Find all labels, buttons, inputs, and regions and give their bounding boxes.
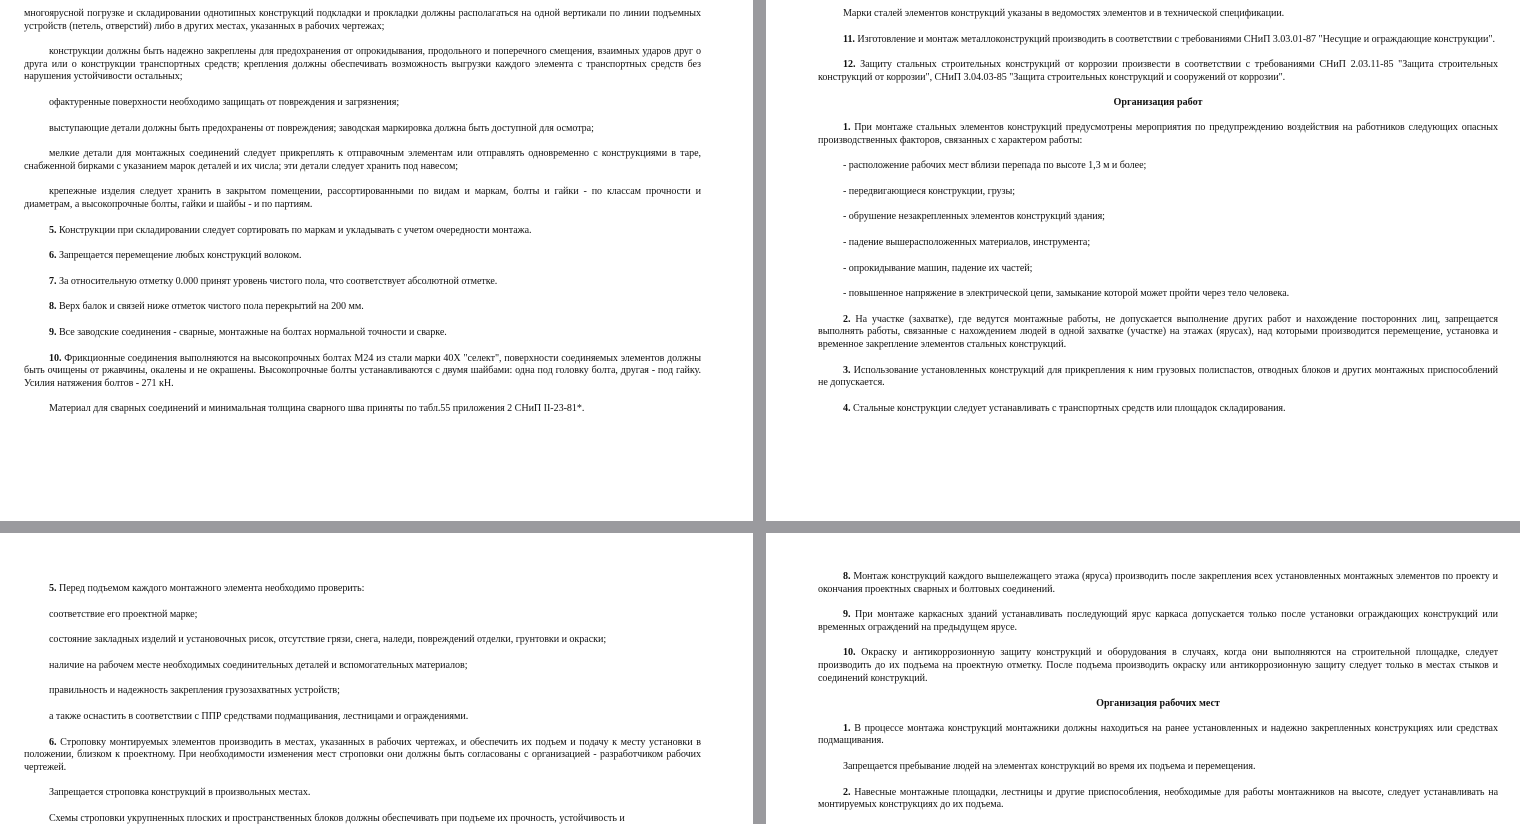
numbered-paragraph <box>24 737 701 775</box>
paragraph-text: Схемы строповки укрупненных плоских и пространственных блоков должны обеспечивать при подъеме их прочность, устойчивость и <box>49 812 625 824</box>
numbered-paragraph <box>24 301 701 314</box>
numbered-paragraph <box>818 723 1498 748</box>
paragraph <box>24 186 701 211</box>
paragraph-number: 9. <box>49 326 57 338</box>
document-page-top-right <box>766 0 1520 521</box>
numbered-paragraph <box>24 225 701 238</box>
paragraph-number: 9. <box>843 609 851 621</box>
paragraph <box>818 237 1498 250</box>
numbered-paragraph <box>24 583 701 596</box>
paragraph-number: 1. <box>843 722 851 734</box>
paragraph <box>818 761 1498 774</box>
paragraph <box>818 211 1498 224</box>
paragraph-text: Материал для сварных соединений и минимальная толщина сварного шва приняты по табл.55 приложения 2 СНиП II-23-81*. <box>49 403 585 415</box>
page-body <box>818 571 1498 685</box>
paragraph <box>24 660 701 673</box>
paragraph <box>24 609 701 622</box>
paragraph-text: Конструкции при складировании следует сортировать по маркам и укладывать с учетом очередности монтажа. <box>58 224 532 236</box>
document-page-top-left <box>0 0 753 521</box>
paragraph <box>24 148 701 173</box>
page-body <box>24 583 701 824</box>
numbered-paragraph <box>818 403 1498 416</box>
paragraph-text: Монтаж конструкций каждого вышележащего этажа (яруса) производить после закрепления всех установленных монтажных элементов по проекту и окончания проектных сварных и болтовых соединений. <box>818 571 1498 595</box>
paragraph-number: 5. <box>49 583 57 594</box>
paragraph-text: офактуренные поверхности необходимо защищать от повреждения и загрязнения; <box>49 96 400 108</box>
numbered-paragraph <box>818 122 1498 147</box>
paragraph-number: 5. <box>49 224 57 236</box>
numbered-paragraph <box>818 365 1498 390</box>
paragraph <box>24 46 701 84</box>
paragraph-text: наличие на рабочем месте необходимых соединительных деталей и вспомогательных материалов; <box>49 659 468 671</box>
paragraph-text: выступающие детали должны быть предохранены от повреждения; заводская маркировка должна быть доступной для осмотра; <box>49 122 594 134</box>
paragraph-number: 6. <box>49 250 57 262</box>
paragraph-number: 8. <box>843 571 851 582</box>
paragraph <box>24 97 701 110</box>
paragraph-text: - повышенное напряжение в электрической цепи, замыкание которой может пройти через тело человека. <box>843 288 1290 300</box>
paragraph-text: крепежные изделия следует хранить в закрытом помещении, рассортированными по видам и маркам, болты и гайки - по классам прочности и диаметрам, а высокопрочные болты, гайки и шайбы - и по партиям. <box>24 186 701 210</box>
numbered-paragraph <box>818 609 1498 634</box>
paragraph-number: 3. <box>843 364 851 376</box>
paragraph-text: Запрещается пребывание людей на элементах конструкций во время их подъема и перемещения. <box>843 760 1256 772</box>
paragraph-text: соответствие его проектной марке; <box>49 608 198 620</box>
paragraph-text: Запрещается перемещение любых конструкций волоком. <box>58 250 302 262</box>
paragraph <box>24 813 701 824</box>
paragraph-number: 7. <box>49 275 57 287</box>
paragraph-text: В процессе монтажа конструкций монтажники должны находиться на ранее установленных и надежно закрепленных конструкциях или средствах подмащивания. <box>818 722 1498 747</box>
paragraph-number: 10. <box>49 352 62 364</box>
numbered-paragraph <box>818 571 1498 596</box>
paragraph-text: конструкции должны быть надежно закреплены для предохранения от опрокидывания, продольного и поперечного смещения, взаимных ударов друг о друга или о конструкции транспортных средств; крепления должны обеспечивать возможность выгрузки каждого элемента с транспортных средств без нарушения устойчивости остальных; <box>24 46 701 83</box>
paragraph-text: Навесные монтажные площадки, лестницы и другие приспособления, необходимые для работы монтажников на высоте, следует устанавливать на монтируемых конструкциях до их подъема. <box>818 786 1499 811</box>
paragraph-text: Строповку монтируемых элементов производить в местах, указанных в рабочих чертежах, и обеспечить их подъем и подачу к месту установки в положении, близком к проектному. При необходимости изменения мест строповки они должны быть согласованы с организацией - разработчиком рабочих чертежей. <box>24 736 701 773</box>
paragraph-text: Перед подъемом каждого монтажного элемента необходимо проверить: <box>58 583 365 594</box>
paragraph <box>818 186 1498 199</box>
paragraph-text: - обрушение незакрепленных элементов конструкций здания; <box>843 211 1105 223</box>
paragraph-number: 6. <box>49 736 57 748</box>
paragraph <box>24 711 701 724</box>
paragraph-text: а также оснастить в соответствии с ППР средствами подмащивания, лестницами и ограждениями. <box>49 710 469 722</box>
paragraph-text: мелкие детали для монтажных соединений следует прикреплять к отправочным элементам или отправлять одновременно с конструкциями в таре, снабженной бирками с указанием марок деталей и их числа; эти детали следует хранить под навесом; <box>24 148 701 172</box>
document-page-bottom-left <box>0 533 753 824</box>
paragraph-text: Запрещается строповка конструкций в произвольных местах. <box>49 787 311 799</box>
paragraph <box>818 160 1498 173</box>
paragraph-text: Окраску и антикоррозионную защиту конструкций и оборудования в случаях, когда они выполняются на строительной площадке, следует производить до их подъема на проектную отметку. После подъема производить окраску или антикоррозионную защиту следует только в местах стыков и соединений конструкций. <box>818 647 1499 684</box>
numbered-paragraph <box>818 314 1498 352</box>
paragraph <box>818 8 1498 21</box>
paragraph-text: За относительную отметку 0.000 принят уровень чистого пола, что соответствует абсолютной отметке. <box>58 275 498 287</box>
numbered-paragraph <box>818 59 1498 84</box>
paragraph <box>24 403 701 416</box>
paragraph <box>24 634 701 647</box>
paragraph-text: Стальные конструкции следует устанавливать с транспортных средств или площадок складирования. <box>852 402 1286 414</box>
page-body <box>24 8 701 416</box>
numbered-paragraph <box>24 276 701 289</box>
paragraph <box>24 787 701 800</box>
page-body-continued <box>818 122 1498 415</box>
paragraph-text: На участке (захватке), где ведутся монтажные работы, не допускается выполнение других работ и нахождение посторонних лиц, запрещается выполнять работы, связанные с нахождением людей в одной захватке (участке) на этажах (ярусах), над которыми производится перемещение, установка и временное закрепление элементов стальных конструкций. <box>818 313 1498 350</box>
paragraph-text: Марки сталей элементов конструкций указаны в ведомостях элементов и в технической спецификации. <box>843 8 1285 19</box>
paragraph-number: 12. <box>843 59 856 71</box>
paragraph-text: Использование установленных конструкций для прикрепления к ним грузовых полиспастов, отводных блоков и других монтажных приспособлений не допускается. <box>818 364 1498 389</box>
paragraph-number: 11. <box>843 33 855 45</box>
paragraph-number: 4. <box>843 402 851 414</box>
section-heading: Организация работ <box>1113 97 1203 109</box>
numbered-paragraph <box>24 353 701 391</box>
paragraph <box>818 263 1498 276</box>
paragraph <box>818 288 1498 301</box>
paragraph-text: состояние закладных изделий и установочных рисок, отсутствие грязи, снега, наледи, повреждений отделки, грунтовки и окраски; <box>49 634 607 646</box>
page-body-continued <box>818 723 1498 812</box>
numbered-paragraph <box>818 34 1498 47</box>
paragraph-text: При монтаже стальных элементов конструкций предусмотрены мероприятия по предупреждению воздействия на работников следующих опасных производственных факторов, связанных с характером работы: <box>818 121 1498 146</box>
paragraph <box>24 685 701 698</box>
paragraph-text: Фрикционные соединения выполняются на высокопрочных болтах М24 из стали марки 40Х "селект", поверхности соединяемых элементов должны быть очищены от ржавчины, окалены и не окрашены. Высокопрочные болты устанавливаются с двумя шайбами: одна под головку болта, другая - под гайку. Усилия натяжения болтов - 271 кН. <box>24 352 701 389</box>
paragraph <box>24 123 701 136</box>
paragraph-text: многоярусной погрузке и складировании однотипных конструкций подкладки и прокладки должны располагаться на одной вертикали по линии подъемных устройств (петель, отверстий) либо в других местах, указанных в рабочих чертежах; <box>24 8 701 32</box>
paragraph-number: 1. <box>843 121 851 133</box>
paragraph-text: Изготовление и монтаж металлоконструкций производить в соответствии с требованиями СНиП 3.03.01-87 "Несущие и ограждающие конструкции". <box>857 33 1495 45</box>
paragraph-text: - падение вышерасположенных материалов, инструмента; <box>843 236 1091 248</box>
paragraph-text: Все заводские соединения - сварные, монтажные на болтах нормальной точности и сварке. <box>58 326 447 338</box>
paragraph-text: При монтаже каркасных зданий устанавливать последующий ярус каркаса допускается только после установки ограждающих конструкций или временных ограждений на предыдущем ярусе. <box>818 609 1498 633</box>
numbered-paragraph <box>818 647 1498 685</box>
numbered-paragraph <box>818 787 1498 812</box>
paragraph-number: 8. <box>49 301 57 313</box>
paragraph-text: - расположение рабочих мест вблизи перепада по высоте 1,3 м и более; <box>843 160 1147 172</box>
paragraph-text: Защиту стальных строительных конструкций от коррозии произвести в соответствии с требованиями СНиП 2.03.11-85 "Защита строительных конструкций от коррозии", СНиП 3.04.03-85 "Защита строительных конструкций и сооружений от коррозии". <box>818 59 1498 83</box>
section-heading: Организация рабочих мест <box>1096 698 1220 710</box>
paragraph-text: правильность и надежность закрепления грузозахватных устройств; <box>49 685 340 697</box>
paragraph-number: 2. <box>843 313 851 325</box>
paragraph-number: 2. <box>843 786 851 798</box>
page-body <box>818 8 1498 84</box>
paragraph-text: - передвигающиеся конструкции, грузы; <box>843 185 1015 197</box>
document-page-bottom-right <box>766 533 1520 824</box>
paragraph-text: - опрокидывание машин, падение их частей; <box>843 262 1033 274</box>
paragraph-text: Верх балок и связей ниже отметок чистого пола перекрытий на 200 мм. <box>58 301 364 313</box>
paragraph <box>24 8 701 33</box>
numbered-paragraph <box>24 327 701 340</box>
numbered-paragraph <box>24 250 701 263</box>
paragraph-number: 10. <box>843 647 856 659</box>
